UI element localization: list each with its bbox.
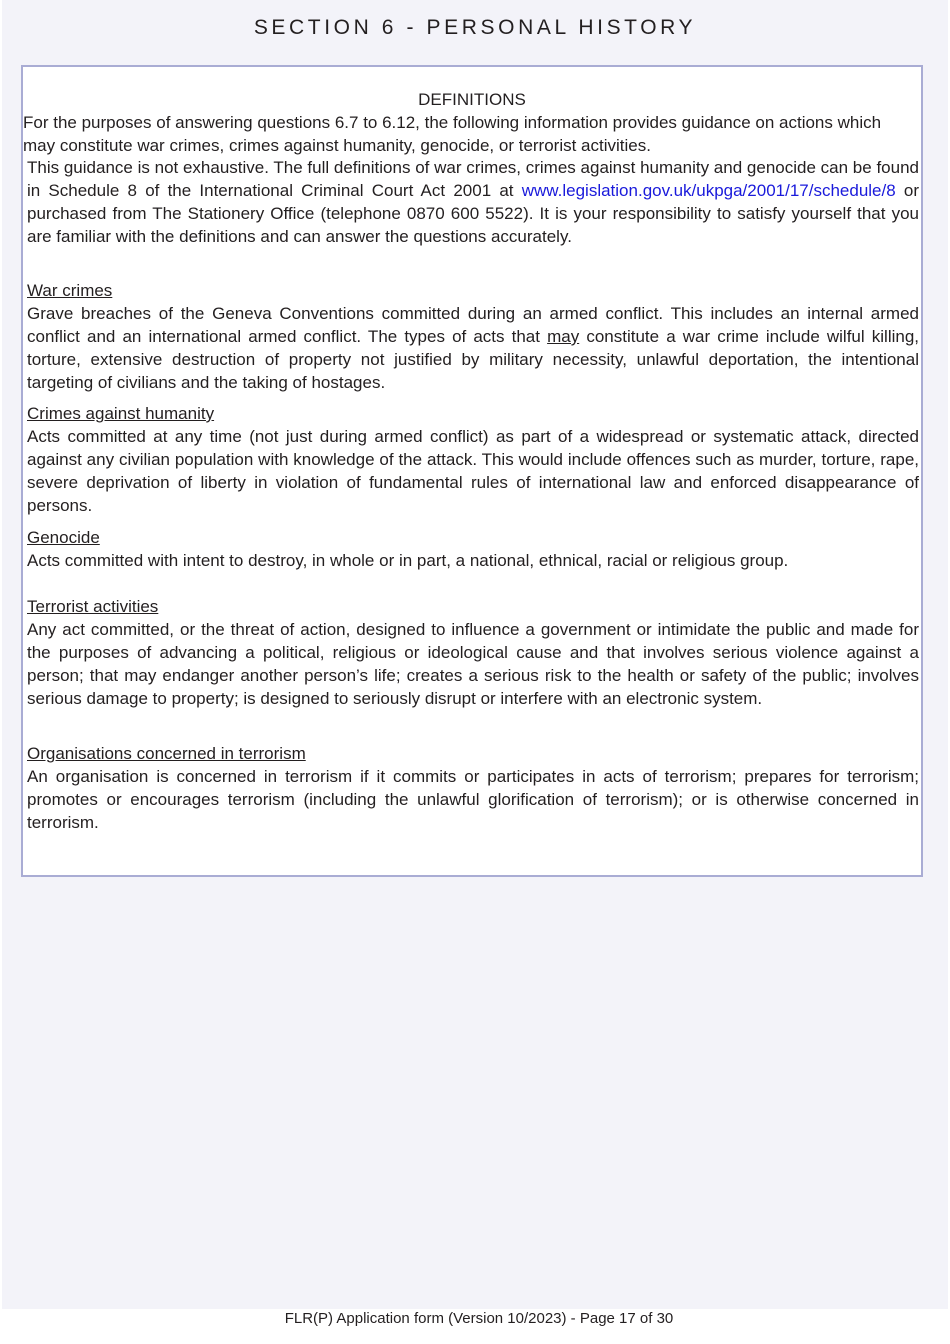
terrorist-activities-section bbox=[27, 595, 919, 710]
definitions-heading: DEFINITIONS bbox=[418, 90, 526, 109]
guidance-text-end: or purchased from The Stationery Office (telephone 0870 600 5522). It is your responsibility to satisfy yourself that you are familiar with the definitions and can answer the questions accurately. bbox=[27, 181, 920, 246]
war-crimes-emphasis: may bbox=[547, 327, 580, 346]
organisations-terrorism-text: An organisation is concerned in terrorism if it commits or participates in acts of terrorism; prepares for terrorism; promotes or encourages terrorism (including the unlawful glorification of terrorism); or is otherwise concerned in terrorism. bbox=[27, 767, 919, 832]
war-crimes-text-end: constitute a war crime include wilful killing, torture, extensive destruction of property not justified by military necessity, unlawful deportation, the intentional targeting of civilians and the taking of hostages. bbox=[27, 327, 920, 392]
genocide-text: Acts committed with intent to destroy, in whole or in part, a national, ethnical, racial or religious group. bbox=[27, 551, 789, 570]
guidance-paragraph bbox=[27, 156, 919, 248]
terrorist-activities-text: Any act committed, or the threat of action, designed to influence a government or intimidate the public and made for the purposes of advancing a political, religious or ideological cause and that involves serious violence against a person; that may endanger another person’s life; creates a serious risk to the health or safety of the public; involves serious damage to property; is designed to seriously disrupt or interfere with an electronic system. bbox=[27, 620, 919, 708]
definitions-intro: For the purposes of answering questions 6.7 to 6.12, the following information provides guidance on actions which may constitute war crimes, crimes against humanity, genocide, or terrorist activities. bbox=[23, 113, 882, 155]
genocide-title: Genocide bbox=[27, 528, 100, 547]
guidance-text-start: This guidance is not exhaustive. The full definitions of war crimes, crimes against humanity and genocide can be found in Schedule 8 of the International Criminal Court Act 2001 at bbox=[27, 158, 919, 200]
legislation-link[interactable]: www.legislation.gov.uk/ukpga/2001/17/schedule/8 bbox=[521, 181, 896, 200]
war-crimes-text bbox=[27, 302, 919, 394]
war-crimes-section bbox=[27, 279, 919, 394]
crimes-against-humanity-text: Acts committed at any time (not just during armed conflict) as part of a widespread or systematic attack, directed against any civilian population with knowledge of the attack. This would include offences such as murder, torture, rape, severe deprivation of liberty in violation of fundamental rules of international law and enforced disappearance of persons. bbox=[27, 427, 919, 515]
war-crimes-text-start: Grave breaches of the Geneva Conventions committed during an armed conflict. This includes an internal armed conflict and an international armed conflict. The types of acts that bbox=[27, 304, 919, 346]
organisations-terrorism-title: Organisations concerned in terrorism bbox=[27, 744, 306, 763]
terrorist-activities-title: Terrorist activities bbox=[27, 597, 159, 616]
page-footer: FLR(P) Application form (Version 10/2023) - Page 17 of 30 bbox=[284, 1310, 674, 1327]
war-crimes-title: War crimes bbox=[27, 281, 113, 300]
definitions-box bbox=[21, 65, 923, 877]
crimes-against-humanity-section bbox=[27, 402, 919, 517]
genocide-section bbox=[27, 526, 919, 572]
crimes-against-humanity-title: Crimes against humanity bbox=[27, 404, 215, 423]
organisations-terrorism-section bbox=[27, 742, 919, 834]
section-title: SECTION 6 - PERSONAL HISTORY bbox=[253, 16, 697, 39]
